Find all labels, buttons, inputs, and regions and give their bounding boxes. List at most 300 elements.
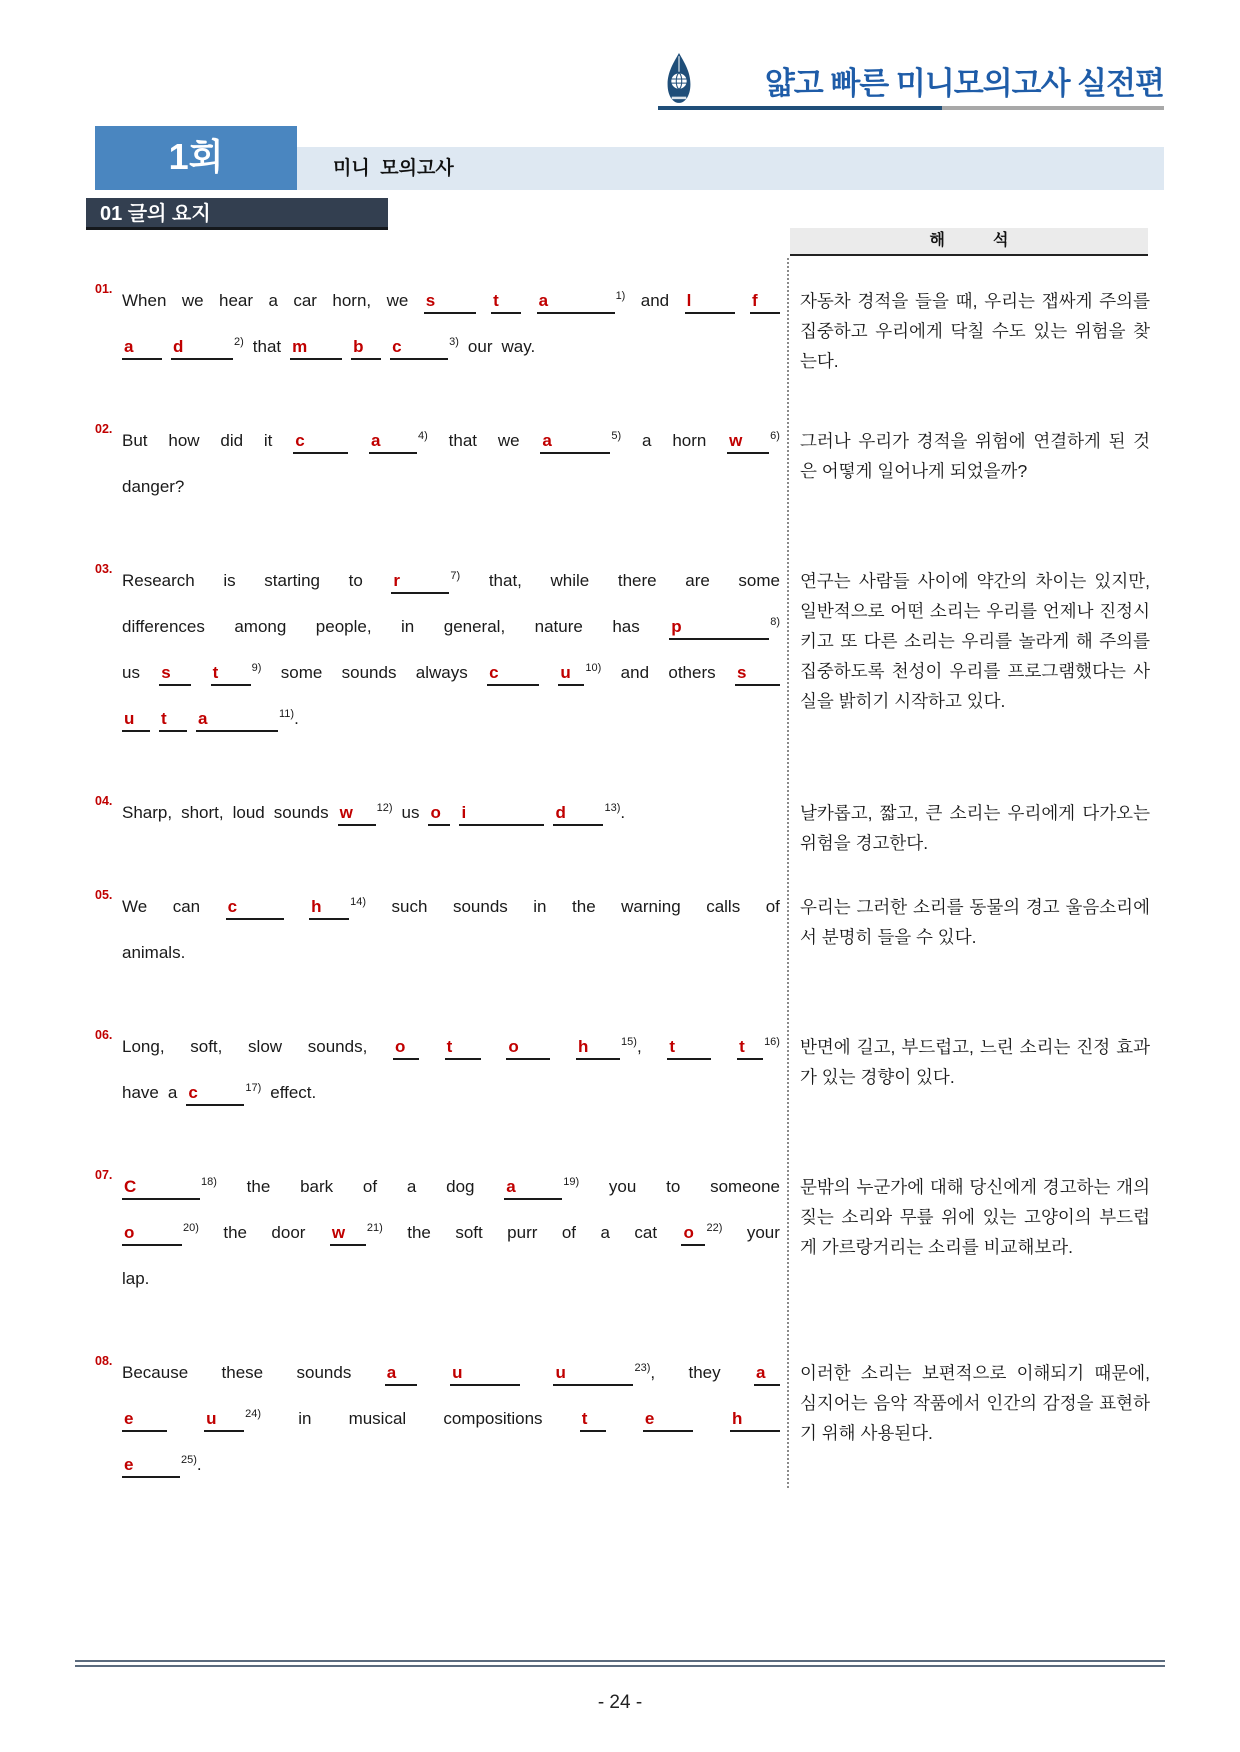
hint-letter: t [581, 1409, 588, 1428]
blank-underline [385, 1361, 417, 1386]
fill-blank [685, 278, 735, 324]
blank-underline [487, 661, 539, 686]
pen-nib-globe-logo-icon [660, 52, 698, 106]
fill-blank [580, 1396, 606, 1442]
word-token: in [298, 1409, 312, 1428]
blank-underline [122, 1453, 180, 1478]
translation-text: 이러한 소리는 보편적으로 이해되기 때문에, 심지어는 음악 작품에서 인간의 감정을 표현하기 위해 사용된다. [800, 1363, 1150, 1443]
question-row [95, 1024, 1155, 1116]
blank-underline [338, 801, 376, 826]
round-badge: 1회 [95, 126, 297, 190]
word-token: starting [264, 571, 321, 590]
blank-underline [737, 1035, 763, 1060]
word-token: We [122, 897, 148, 916]
hint-letter: h [578, 1037, 589, 1056]
footnote-marker: 13) [604, 802, 621, 815]
footnote-marker: 9) [251, 662, 262, 675]
word-token: and [640, 291, 670, 310]
fill-blank [369, 418, 428, 464]
round-band [297, 147, 1164, 190]
fill-blank [122, 1396, 167, 1442]
word-token: sounds [452, 897, 508, 916]
word-token: differences [122, 617, 205, 636]
word-token: slow [248, 1037, 283, 1056]
blank-underline [681, 1221, 705, 1246]
question-english [95, 1164, 780, 1302]
word-token: to [666, 1177, 681, 1196]
question-line [122, 464, 780, 510]
hint-letter: a [371, 431, 381, 450]
hint-letter: t [493, 291, 499, 310]
footnote-marker: 23) [634, 1362, 651, 1375]
hint-letter: w [331, 1223, 346, 1242]
blank-underline [369, 429, 417, 454]
blank-underline [750, 289, 780, 314]
blank-underline [391, 569, 449, 594]
footnote-marker: 8) [770, 616, 780, 629]
word-token: in [401, 617, 415, 636]
word-token: we [497, 431, 520, 450]
hint-letter: o [508, 1037, 519, 1056]
word-token: people, [315, 617, 372, 636]
word-token: someone [710, 1177, 780, 1196]
word-token: way. [501, 337, 536, 356]
hint-letter: c [295, 431, 305, 450]
word-token: a [406, 1177, 417, 1196]
question-line [122, 1210, 780, 1256]
question-line [122, 604, 780, 650]
footnote-marker: 14) [350, 896, 367, 909]
word-token: a [642, 431, 652, 450]
blank-underline [540, 429, 610, 454]
fill-blank [393, 1024, 419, 1070]
fill-blank [122, 337, 162, 356]
punctuation: , [636, 1037, 642, 1056]
word-token: Because [122, 1363, 189, 1382]
question-line [122, 884, 780, 930]
hint-letter: a [386, 1363, 397, 1382]
word-token: some [280, 663, 323, 682]
blank-underline [450, 1361, 520, 1386]
footnote-marker: 19) [563, 1176, 580, 1189]
blank-underline [558, 661, 584, 686]
translation-text: 문밖의 누군가에 대해 당신에게 경고하는 개의 짖는 소리와 무릎 위에 있는 고양이의 부드럽게 가르랑거리는 소리를 비교해보라. [800, 1177, 1150, 1257]
word-token: that [252, 337, 282, 356]
fill-blank [385, 1350, 417, 1396]
blank-underline [122, 1175, 200, 1200]
fill-blank [459, 803, 544, 822]
word-token: are [685, 571, 710, 590]
blank-underline [122, 1221, 182, 1246]
footnote-marker: 11) [279, 708, 295, 721]
fill-blank [159, 650, 191, 696]
word-token: we [181, 291, 204, 310]
word-token: effect. [270, 1083, 317, 1102]
hint-letter: c [227, 897, 238, 916]
fill-blank [290, 337, 342, 356]
word-token: Sharp, [122, 803, 173, 822]
blank-underline [159, 707, 187, 732]
fill-blank [391, 558, 460, 604]
fill-blank [424, 278, 476, 324]
hint-letter: p [671, 617, 682, 636]
hint-letter: c [489, 663, 499, 682]
question-line [122, 558, 780, 604]
blank-underline [553, 1361, 633, 1386]
question-row [95, 1164, 1155, 1302]
blank-underline [459, 801, 544, 826]
header-rule-blue [658, 106, 942, 110]
fill-blank [293, 418, 348, 464]
fill-blank [122, 709, 150, 728]
blank-underline [643, 1407, 693, 1432]
question-number: 01. [95, 282, 113, 296]
word-token: some [738, 571, 780, 590]
question-number: 06. [95, 1028, 113, 1042]
word-token: a [600, 1223, 610, 1242]
hint-letter: l [686, 291, 692, 310]
footnote-marker: 10) [585, 662, 602, 675]
blank-underline [445, 1035, 481, 1060]
question-line [122, 418, 780, 464]
footnote-marker: 15) [621, 1036, 637, 1049]
blank-underline [428, 801, 450, 826]
blank-underline [754, 1361, 780, 1386]
question-english [95, 278, 780, 370]
footnote-marker: 3) [449, 336, 459, 349]
hint-letter: o [683, 1223, 694, 1242]
hint-letter: t [739, 1037, 745, 1056]
word-token: these [221, 1363, 264, 1382]
footnote-marker: 7) [450, 570, 461, 583]
word-token: cat [634, 1223, 658, 1242]
blank-underline [171, 335, 233, 360]
question-english [95, 1350, 780, 1488]
blank-underline [122, 707, 150, 732]
blank-underline [122, 335, 162, 360]
blank-underline [204, 1407, 244, 1432]
word-token: you [608, 1177, 637, 1196]
footnote-marker: 12) [376, 802, 393, 815]
question-number: 03. [95, 562, 113, 576]
hint-letter: u [206, 1409, 217, 1428]
word-token: did [220, 431, 244, 450]
question-line [122, 1070, 780, 1116]
fill-blank [576, 1024, 642, 1070]
word-token: your [746, 1223, 780, 1242]
word-token: Research [122, 571, 195, 590]
punctuation: . [196, 1455, 202, 1474]
hint-letter: c [392, 337, 402, 356]
blank-underline [390, 335, 448, 360]
fill-blank [122, 1210, 199, 1256]
word-token: others [668, 663, 716, 682]
fill-blank [553, 1350, 655, 1396]
translation-text: 자동차 경적을 들을 때, 우리는 잽싸게 주의를 집중하고 우리에게 닥칠 수도 있는 위험을 찾는다. [800, 291, 1150, 371]
hint-letter: i [461, 803, 467, 822]
word-token: short, [181, 803, 224, 822]
fill-blank [186, 1083, 261, 1102]
footnote-marker: 6) [770, 430, 780, 443]
question-line [122, 1164, 780, 1210]
hint-letter: s [425, 291, 436, 310]
fill-blank [727, 418, 780, 464]
question-english [95, 1024, 780, 1116]
word-token: such [391, 897, 428, 916]
footnote-marker: 17) [245, 1082, 262, 1095]
blank-underline [537, 289, 615, 314]
word-token: our [467, 337, 493, 356]
blank-underline [211, 661, 251, 686]
word-token: sounds [273, 803, 329, 822]
word-token: it [263, 431, 273, 450]
word-token: compositions [443, 1409, 543, 1428]
punctuation: . [620, 803, 626, 822]
question-english [95, 558, 780, 742]
hint-letter: u [124, 709, 135, 728]
hint-letter: a [538, 291, 549, 310]
word-token: always [415, 663, 468, 682]
word-token: When [122, 291, 167, 310]
word-token: bark [300, 1177, 334, 1196]
blank-underline [685, 289, 735, 314]
hint-letter: t [669, 1037, 676, 1056]
word-token: lap. [122, 1269, 150, 1288]
question-english [95, 884, 780, 976]
fill-blank [309, 884, 366, 930]
word-token: us [122, 663, 140, 682]
fill-blank [669, 604, 780, 650]
footnote-marker: 22) [706, 1222, 723, 1235]
blank-underline [667, 1035, 711, 1060]
word-token: calls [706, 897, 741, 916]
word-token: purr [507, 1223, 538, 1242]
brand-title: 얇고 빠른 미니모의고사 실전편 [764, 66, 1164, 101]
footnote-marker: 21) [366, 1222, 383, 1235]
question-row [95, 884, 1155, 976]
word-token: horn [672, 431, 707, 450]
fill-blank [730, 1396, 780, 1442]
fill-blank [211, 650, 262, 696]
hint-letter: u [452, 1363, 463, 1382]
footnote-marker: 25) [181, 1454, 197, 1467]
word-token: that [448, 431, 478, 450]
hint-letter: a [124, 337, 134, 356]
word-token: in [533, 897, 547, 916]
word-token: car [293, 291, 317, 310]
blank-underline [159, 661, 191, 686]
fill-blank [196, 709, 299, 728]
fill-blank [487, 650, 539, 696]
fill-blank [226, 884, 284, 930]
word-token: has [612, 617, 640, 636]
blank-underline [491, 289, 521, 314]
question-line [122, 650, 780, 696]
hint-letter: a [542, 431, 552, 450]
hint-letter: h [731, 1409, 743, 1428]
translation-text: 우리는 그러한 소리를 동물의 경고 울음소리에서 분명히 들을 수 있다. [800, 897, 1150, 947]
fill-blank [171, 337, 244, 356]
blank-underline [553, 801, 603, 826]
hint-letter: d [173, 337, 184, 356]
fill-blank [553, 803, 625, 822]
word-token: sounds, [307, 1037, 368, 1056]
hint-letter: s [736, 663, 747, 682]
question-number: 05. [95, 888, 113, 902]
hint-letter: a [506, 1177, 516, 1196]
hint-letter: u [555, 1363, 566, 1382]
blank-underline [730, 1407, 780, 1432]
word-token: we [386, 291, 409, 310]
word-token: hear [219, 291, 254, 310]
question-number: 02. [95, 422, 113, 436]
word-token: that, [488, 571, 522, 590]
footnote-marker: 18) [201, 1176, 217, 1189]
fill-blank [450, 1350, 520, 1396]
question-row [95, 278, 1155, 370]
question-number: 04. [95, 794, 113, 808]
translation-header: 해 석 [790, 228, 1148, 256]
word-token: among [234, 617, 287, 636]
word-token: soft [455, 1223, 483, 1242]
word-token: have [122, 1083, 159, 1102]
hint-letter: C [124, 1177, 137, 1196]
question-english [95, 790, 780, 836]
header-rule-gray [942, 106, 1164, 110]
footer-rule [75, 1660, 1165, 1667]
footnote-marker: 2) [234, 336, 244, 349]
fill-blank [491, 278, 521, 324]
word-token: there [617, 571, 657, 590]
question-line [122, 790, 780, 836]
hint-letter: e [124, 1455, 134, 1474]
fill-blank [351, 337, 381, 356]
blank-underline [580, 1407, 606, 1432]
word-token: to [348, 571, 363, 590]
hint-letter: t [212, 663, 219, 682]
word-token: sounds [341, 663, 397, 682]
hint-letter: a [198, 709, 208, 728]
word-token: door [271, 1223, 306, 1242]
hint-letter: c [188, 1083, 198, 1102]
question-number: 08. [95, 1354, 113, 1368]
punctuation: , [650, 1363, 656, 1382]
word-token: musical [348, 1409, 407, 1428]
blank-underline [330, 1221, 366, 1246]
hint-letter: o [394, 1037, 406, 1056]
fill-blank [735, 650, 780, 696]
blank-underline [727, 429, 769, 454]
word-token: of [765, 897, 780, 916]
question-row [95, 1350, 1155, 1488]
word-token: animals. [122, 943, 186, 962]
fill-blank [506, 1024, 550, 1070]
word-token: while [550, 571, 590, 590]
question-row [95, 790, 1155, 853]
fill-blank [122, 1455, 202, 1474]
punctuation: . [294, 709, 299, 728]
question-row [95, 418, 1155, 510]
hint-letter: o [124, 1223, 135, 1242]
word-token: the [223, 1223, 247, 1242]
word-token: is [223, 571, 236, 590]
word-token: how [168, 431, 200, 450]
blank-underline [735, 661, 780, 686]
footnote-marker: 5) [611, 430, 622, 443]
hint-letter: m [292, 337, 308, 356]
question-english [95, 418, 780, 510]
word-token: of [561, 1223, 577, 1242]
question-line [122, 1396, 780, 1442]
translation-text: 반면에 길고, 부드럽고, 느린 소리는 진정 효과가 있는 경향이 있다. [800, 1037, 1150, 1087]
word-token: dog [446, 1177, 475, 1196]
fill-blank [204, 1396, 261, 1442]
blank-underline [122, 1407, 167, 1432]
fill-blank [504, 1164, 579, 1210]
translation-text: 날카롭고, 짧고, 큰 소리는 우리에게 다가오는 위험을 경고한다. [800, 803, 1150, 853]
fill-blank [330, 1210, 383, 1256]
hint-letter: e [644, 1409, 655, 1428]
footnote-marker: 24) [245, 1408, 262, 1421]
blank-underline [504, 1175, 562, 1200]
word-token: nature [534, 617, 583, 636]
fill-blank [540, 418, 621, 464]
question-line [122, 324, 780, 370]
question-number: 07. [95, 1168, 113, 1182]
word-token: of [362, 1177, 378, 1196]
hint-letter: a [756, 1363, 766, 1382]
question-row [95, 558, 1155, 742]
blank-underline [186, 1081, 244, 1106]
translation-text: 연구는 사람들 사이에 약간의 차이는 있지만, 일반적으로 어떤 소리는 우리를 언제나 진정시키고 또 다른 소리는 우리를 놀라게 해 주의를 집중하도록 천성이 우리를 프로그램했다는 사실을 밝히기 시작하고 있다. [800, 571, 1150, 711]
word-token: danger? [122, 477, 185, 496]
fill-blank [643, 1396, 693, 1442]
hint-letter: w [339, 803, 353, 822]
question-line [122, 696, 780, 742]
word-token: loud [232, 803, 265, 822]
hint-letter: o [430, 803, 441, 822]
question-line [122, 1350, 780, 1396]
word-token: the [246, 1177, 271, 1196]
word-token: the [572, 897, 596, 916]
fill-blank [537, 278, 626, 324]
blank-underline [290, 335, 342, 360]
word-token: But [122, 431, 148, 450]
hint-letter: e [124, 1409, 134, 1428]
blank-underline [293, 429, 348, 454]
blank-underline [196, 707, 278, 732]
word-token: the [407, 1223, 431, 1242]
questions-list [95, 278, 1155, 1536]
hint-letter: d [555, 803, 566, 822]
fill-blank [754, 1350, 780, 1396]
blank-underline [424, 289, 476, 314]
fill-blank [390, 337, 459, 356]
blank-underline [669, 615, 769, 640]
blank-underline [576, 1035, 620, 1060]
question-line [122, 278, 780, 324]
word-token: Long, [122, 1037, 165, 1056]
blank-underline [226, 895, 284, 920]
word-token: general, [443, 617, 506, 636]
word-token: a [268, 291, 278, 310]
hint-letter: h [311, 897, 322, 916]
word-token: and [620, 663, 650, 682]
word-token: can [172, 897, 201, 916]
section-title: 01 글의 요지 [86, 198, 388, 230]
word-token: they [688, 1363, 721, 1382]
fill-blank [428, 803, 450, 822]
